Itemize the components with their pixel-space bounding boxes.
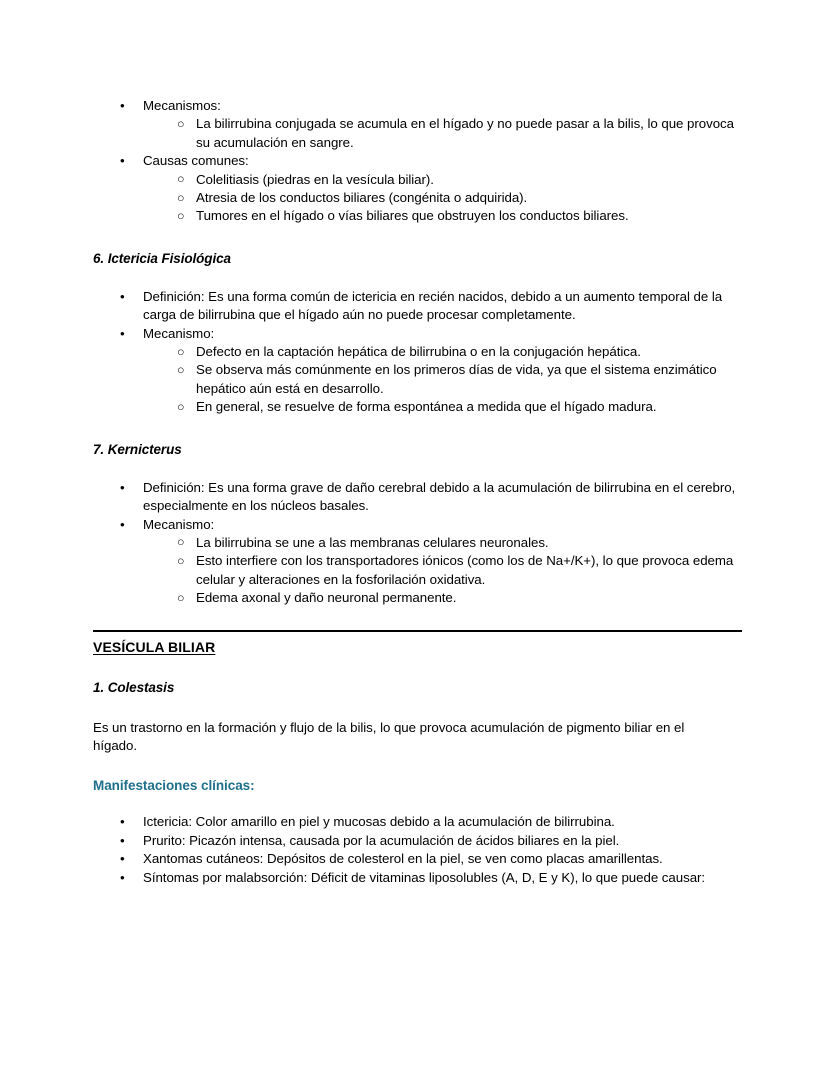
bullet-circle-icon: ○ xyxy=(177,190,185,205)
spacer xyxy=(93,657,742,679)
heading-manifestaciones-clinicas: Manifestaciones clínicas: xyxy=(93,778,255,794)
list-item xyxy=(143,589,742,607)
bullet-disc-icon: • xyxy=(120,153,125,169)
kernicterus-definicion: Definición: Es una forma grave de daño cerebral debido a la acumulación de bilirrubina en el cerebro, especialmente en los núcleos basales. xyxy=(143,479,736,514)
list-item xyxy=(93,325,742,417)
mecanismos-label: Mecanismos: xyxy=(143,98,221,113)
heading-vesicula-biliar: VESÍCULA BILIAR xyxy=(93,638,216,655)
bullet-circle-icon: ○ xyxy=(177,208,185,223)
heading-colestasis: 1. Colestasis xyxy=(93,679,175,695)
mecanismos-sublist xyxy=(143,115,742,152)
spacer xyxy=(93,755,742,777)
ictericia-mecanismo-item-2: Se observa más comúnmente en los primeros días de vida, ya que el sistema enzimático hepático aún está en desarrollo. xyxy=(196,362,717,396)
ictericia-mecanismo-label: Mecanismo: xyxy=(143,325,215,341)
bullet-circle-icon: ○ xyxy=(177,399,185,414)
bullet-disc-icon: • xyxy=(120,869,125,885)
bullet-disc-icon: • xyxy=(120,325,125,341)
list-item xyxy=(143,189,742,207)
causas-label: Causas comunes: xyxy=(143,153,249,169)
bullet-disc-icon: • xyxy=(120,479,125,495)
mecanismos-item-1: La bilirrubina conjugada se acumula en el hígado y no puede pasar a la bilis, lo que provoca su acumulación en sangre. xyxy=(196,116,734,150)
spacer xyxy=(93,226,742,250)
list-item xyxy=(93,813,742,831)
spacer xyxy=(93,417,742,441)
causas-item-2: Atresia de los conductos biliares (congénita o adquirida). xyxy=(196,190,528,206)
kernicterus-mecanismo-label: Mecanismo: xyxy=(143,516,215,532)
ictericia-mecanismo-sublist xyxy=(143,343,742,417)
bullet-disc-icon: • xyxy=(120,516,125,532)
manifestaciones-item-4: Síntomas por malabsorción: Déficit de vitaminas liposolubles (A, D, E y K), lo que puede causar: xyxy=(143,869,706,885)
manifestaciones-item-3: Xantomas cutáneos: Depósitos de colesterol en la piel, se ven como placas amarillentas. xyxy=(143,851,663,867)
spacer xyxy=(93,268,742,288)
kernicterus-mecanismo-item-1: La bilirrubina se une a las membranas celulares neuronales. xyxy=(196,534,549,550)
list-item xyxy=(93,869,742,887)
bullet-disc-icon: • xyxy=(120,851,125,867)
list-item xyxy=(93,479,742,516)
bullet-circle-icon: ○ xyxy=(177,344,185,359)
list-item xyxy=(93,288,742,325)
list-item xyxy=(143,115,742,152)
list-item xyxy=(143,171,742,189)
bullet-circle-icon: ○ xyxy=(177,553,185,568)
bullet-circle-icon: ○ xyxy=(177,590,185,605)
causas-sublist xyxy=(143,171,742,226)
list-item xyxy=(143,534,742,552)
ictericia-list xyxy=(93,288,742,417)
spacer xyxy=(93,697,742,719)
kernicterus-mecanismo-item-3: Edema axonal y daño neuronal permanente. xyxy=(196,590,457,606)
continued-list-top xyxy=(93,97,742,226)
spacer xyxy=(93,795,742,813)
bullet-disc-icon: • xyxy=(120,832,125,848)
list-item xyxy=(93,97,742,152)
list-item xyxy=(143,398,742,416)
list-item xyxy=(93,850,742,868)
causas-item-3: Tumores en el hígado o vías biliares que obstruyen los conductos biliares. xyxy=(196,208,629,224)
heading-kernicterus: 7. Kernicterus xyxy=(93,441,182,457)
list-item xyxy=(93,152,742,226)
kernicterus-mecanismo-item-2: Esto interfiere con los transportadores iónicos (como los de Na+/K+), lo que provoca edema celular y alteraciones en la fosforilación oxidativa. xyxy=(196,553,734,587)
ictericia-definicion: Definición: Es una forma común de ictericia en recién nacidos, debido a un aumento temporal de la carga de bilirrubina que el hígado aún no puede procesar completamente. xyxy=(143,288,723,323)
bullet-circle-icon: ○ xyxy=(177,172,185,187)
colestasis-paragraph: Es un trastorno en la formación y flujo de la bilis, lo que provoca acumulación de pigmento biliar en el hígado. xyxy=(93,719,685,753)
kernicterus-list xyxy=(93,479,742,608)
causas-item-1: Colelitiasis (piedras en la vesícula biliar). xyxy=(196,171,434,187)
bullet-circle-icon: ○ xyxy=(177,535,185,550)
spacer xyxy=(93,459,742,479)
bullet-circle-icon: ○ xyxy=(177,116,185,131)
bullet-disc-icon: • xyxy=(120,814,125,830)
list-item xyxy=(93,832,742,850)
list-item xyxy=(143,552,742,589)
ictericia-mecanismo-item-3: En general, se resuelve de forma espontánea a medida que el hígado madura. xyxy=(196,399,657,415)
manifestaciones-item-2: Prurito: Picazón intensa, causada por la acumulación de ácidos biliares en la piel. xyxy=(143,832,620,848)
list-item xyxy=(93,516,742,608)
bullet-disc-icon: • xyxy=(120,288,125,304)
heading-ictericia-fisiologica: 6. Ictericia Fisiológica xyxy=(93,250,231,266)
manifestaciones-list xyxy=(93,813,742,887)
bullet-circle-icon: ○ xyxy=(177,362,185,377)
ictericia-mecanismo-item-1: Defecto en la captación hepática de bilirrubina o en la conjugación hepática. xyxy=(196,344,641,360)
spacer xyxy=(93,608,742,630)
bullet-disc-icon: • xyxy=(120,98,125,113)
kernicterus-mecanismo-sublist xyxy=(143,534,742,608)
list-item xyxy=(143,361,742,398)
list-item xyxy=(143,343,742,361)
list-item xyxy=(143,207,742,225)
manifestaciones-item-1: Ictericia: Color amarillo en piel y mucosas debido a la acumulación de bilirrubina. xyxy=(143,814,615,830)
